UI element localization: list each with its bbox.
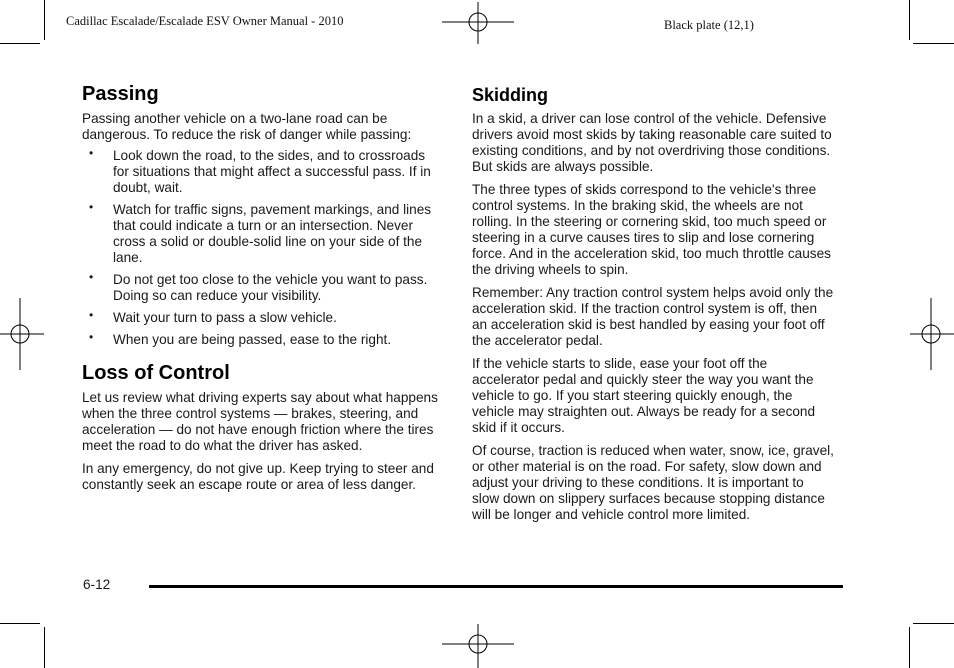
bullet-icon: • xyxy=(89,146,94,160)
plate-label: Black plate (12,1) xyxy=(664,18,754,32)
list-item: • Wait your turn to pass a slow vehicle. xyxy=(89,308,337,325)
paragraph: The three types of skids correspond to the vehicle's three control systems. In the braking skid, the wheels are not rolling. In the steering or cornering skid, too much speed or steering in a curve causes tires to slip and lose cornering force. And in the acceleration skid, too much throttle causes the driving wheels to spin. xyxy=(472,182,831,277)
paragraph: Of course, traction is reduced when water, snow, ice, gravel, or other material is on the road. For safety, slow down and adjust your driving to these conditions. It is important to slow down on slippery surfaces because stopping distance will be longer and vehicle control more limited. xyxy=(472,443,834,522)
bullet-icon: • xyxy=(89,200,94,214)
footer-rule xyxy=(149,585,843,588)
paragraph: Remember: Any traction control system helps avoid only the acceleration skid. If the traction control system is off, then an acceleration skid is best handled by easing your foot off the accelerator pedal. xyxy=(472,285,834,348)
passing-bullet-list xyxy=(82,148,442,348)
paragraph: In any emergency, do not give up. Keep trying to steer and constantly seek an escape route or area of less danger. xyxy=(82,461,434,492)
bullet-icon: • xyxy=(89,270,94,284)
bullet-icon: • xyxy=(89,330,94,344)
page-number: 6-12 xyxy=(83,577,111,592)
list-item: • Look down the road, to the sides, and to crossroads for situations that might affect a successful pass. If in doubt, wait. xyxy=(89,146,431,195)
bullet-icon: • xyxy=(89,308,94,322)
section-title-loss-of-control: Loss of Control xyxy=(82,362,230,384)
section-title-passing: Passing xyxy=(82,83,159,105)
crop-mark xyxy=(909,0,910,40)
paragraph: If the vehicle starts to slide, ease your foot off the accelerator pedal and quickly steer the way you want the vehicle to go. If you start steering quickly enough, the vehicle may straighten out. Always be ready for a second skid if it occurs. xyxy=(472,356,816,435)
paragraph: Let us review what driving experts say about what happens when the three control systems — brakes, steering, and acceleration — do not have enough friction where the tires meet the road to do what the driver has asked. xyxy=(82,390,438,453)
crop-mark xyxy=(44,627,45,668)
registration-mark-left xyxy=(0,298,44,370)
crop-mark xyxy=(913,623,954,624)
crop-mark xyxy=(44,0,45,40)
crop-mark xyxy=(913,43,954,44)
list-item: • Watch for traffic signs, pavement markings, and lines that could indicate a turn or an intersection. Never cross a solid or double-solid line on your side of the lane. xyxy=(89,200,432,265)
paragraph: In a skid, a driver can lose control of the vehicle. Defensive drivers avoid most skids by taking reasonable care suited to existing conditions, and by not overdriving those conditions. But skids are always possible. xyxy=(472,111,832,174)
registration-mark-right xyxy=(910,298,954,370)
list-item: • Do not get too close to the vehicle you want to pass. Doing so can reduce your visibility. xyxy=(89,270,428,303)
registration-mark-top xyxy=(442,2,514,44)
registration-mark-bottom xyxy=(442,624,514,668)
passing-intro: Passing another vehicle on a two-lane road can be dangerous. To reduce the risk of danger while passing: xyxy=(82,111,412,142)
manual-title: Cadillac Escalade/Escalade ESV Owner Manual - 2010 xyxy=(66,14,344,28)
crop-mark xyxy=(0,623,40,624)
section-title-skidding: Skidding xyxy=(472,85,548,105)
crop-mark xyxy=(0,43,40,44)
list-item: • When you are being passed, ease to the right. xyxy=(89,330,392,347)
crop-mark xyxy=(909,627,910,668)
left-column xyxy=(82,82,442,493)
right-column xyxy=(472,84,834,523)
